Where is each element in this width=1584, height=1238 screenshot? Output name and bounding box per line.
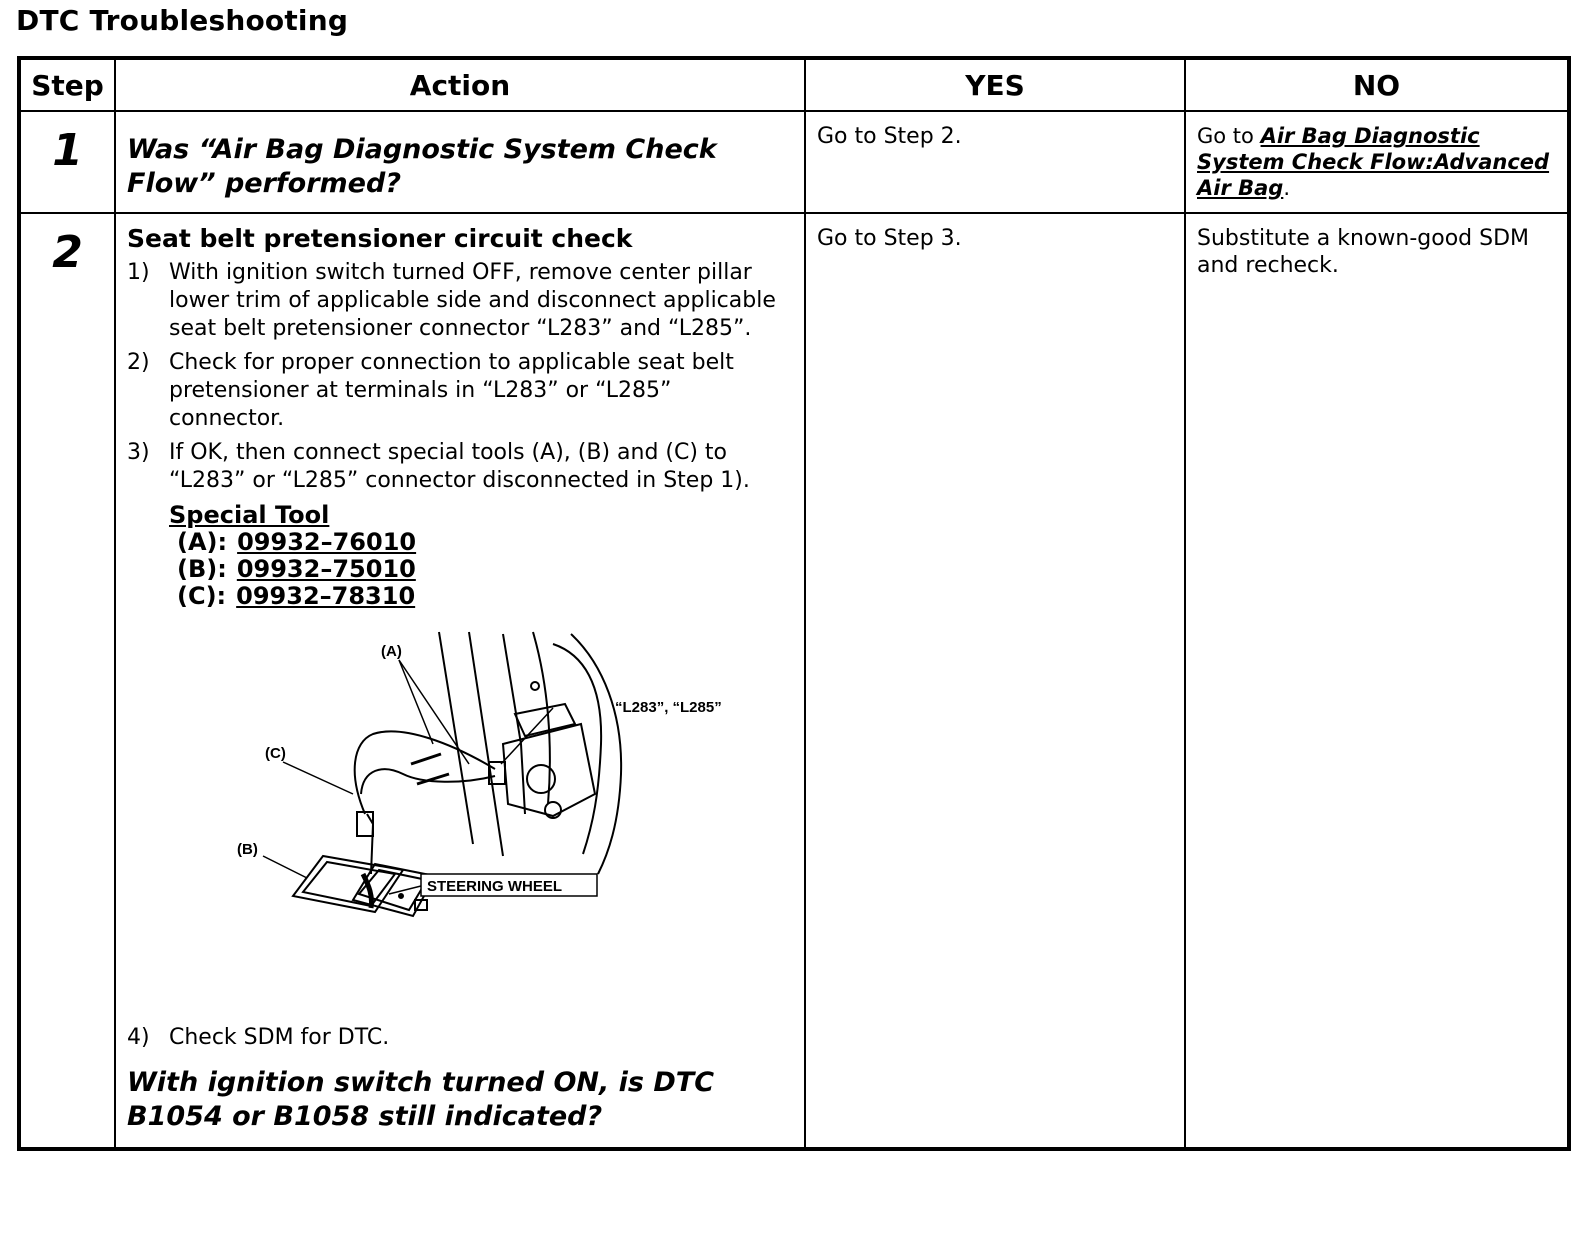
list-item [127,1024,793,1052]
check-flow-link[interactable]: Air Bag Diagnostic System Check Flow:Advanced Air Bag [1197,124,1550,200]
label-a: (A) [381,643,402,660]
tool-entry [169,583,793,610]
step2-question: With ignition switch turned ON, is DTC B1054 or B1058 still indicated? [127,1067,715,1132]
header-no: NO [1185,58,1569,111]
special-tool-link[interactable]: Special Tool [169,501,330,529]
wiring-figure [203,624,723,934]
header-action: Action [115,58,805,111]
step-number: 2 [52,227,83,278]
label-steering: STEERING WHEEL [427,878,563,895]
page-title: DTC Troubleshooting [16,4,349,37]
item-text: With ignition switch turned OFF, remove center pillar lower trim of applicable side and disconnect applicable seat belt pretensioner connector “L283” and “L285”. [169,260,776,341]
step-cell [19,213,115,1149]
item-number: 1) [127,260,150,285]
tool-part-link[interactable]: 09932–78310 [236,582,416,610]
no-cell [1185,111,1569,213]
label-b: (B) [237,841,258,858]
special-tool-block [169,501,793,610]
no-cell [1185,213,1569,1149]
tool-label: (B): [177,555,227,583]
dtc-table [17,56,1571,1151]
item-number: 2) [127,350,150,375]
label-c: (C) [265,745,286,762]
label-connector: “L283”, “L285” [615,699,722,716]
step1-no [1187,113,1566,201]
tool-label: (A): [177,528,228,556]
tool-entry [169,529,793,556]
connector-illustration [203,624,723,934]
item-text: Check for proper connection to applicable seat belt pretensioner at terminals in “L283” or “L285” connector. [169,350,734,431]
header-step: Step [19,58,115,111]
tool-part-link[interactable]: 09932–76010 [237,528,417,556]
tool-entry [169,556,793,583]
yes-cell [805,111,1185,213]
step2-title: Seat belt pretensioner circuit check [127,224,633,253]
step1-no-suffix: . [1283,176,1291,200]
step1-yes: Go to Step 2. [817,124,962,149]
step1-no-prefix: Go to [1197,124,1261,148]
list-item [127,259,793,343]
step-number: 1 [52,125,83,176]
list-item [127,349,793,433]
step2-no: Substitute a known-good SDM and recheck. [1197,226,1530,278]
yes-cell [805,213,1185,1149]
table-row [19,111,1569,213]
list-item [127,439,793,495]
header-yes: YES [805,58,1185,111]
tool-part-link[interactable]: 09932–75010 [236,555,416,583]
table-row [19,213,1569,1149]
step1-question: Was “Air Bag Diagnostic System Check Flow” performed? [127,134,717,199]
step2-yes: Go to Step 3. [817,226,962,251]
header-row [19,58,1569,111]
tool-label: (C): [177,582,227,610]
item-text: If OK, then connect special tools (A), (B) and (C) to “L283” or “L285” connector disconnected in Step 1). [169,440,750,493]
action-cell [115,111,805,213]
item-number: 3) [127,440,150,465]
action-cell [115,213,805,1149]
item-number: 4) [127,1025,150,1050]
step-cell [19,111,115,213]
item-text: Check SDM for DTC. [169,1025,390,1050]
